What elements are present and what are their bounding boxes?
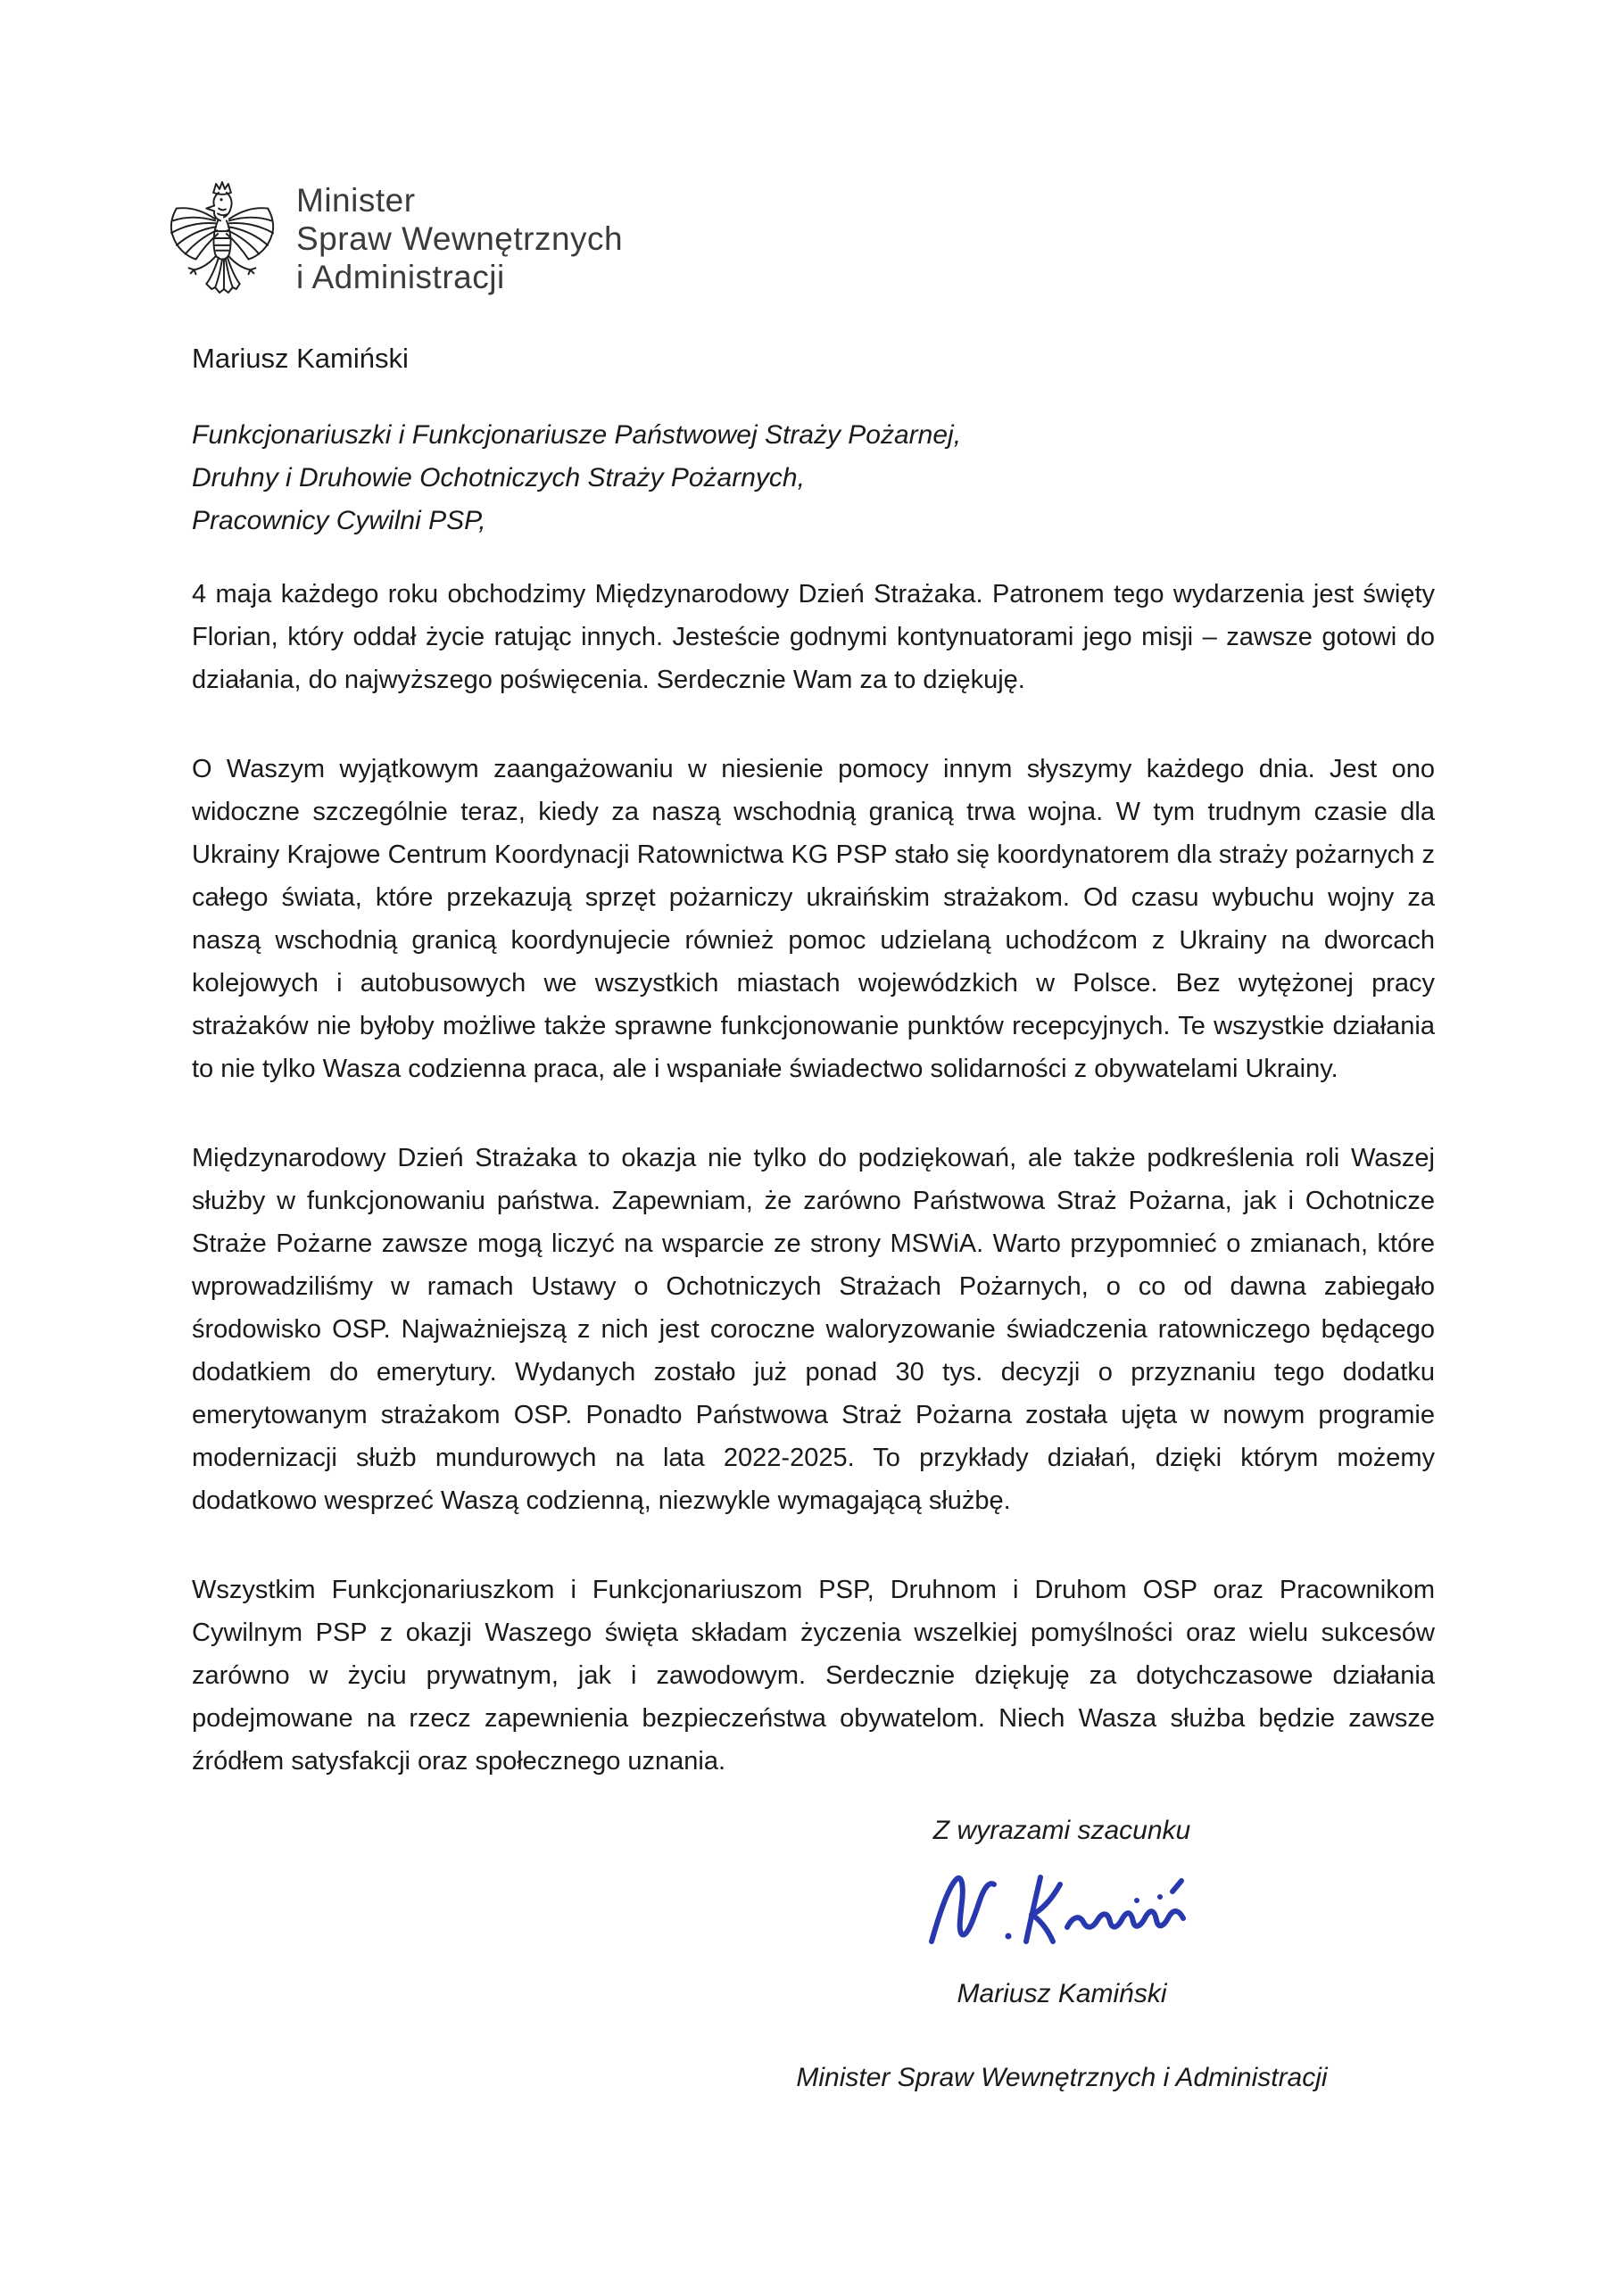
- salutation-line-3: Pracownicy Cywilni PSP,: [192, 506, 486, 535]
- closing-block: [741, 1809, 1383, 2099]
- paragraph-4: Wszystkim Funkcjonariuszkom i Funkcjonariuszom PSP, Druhnom i Druhom OSP oraz Pracownikom Cywilnym PSP z okazji Waszego święta składam życzenia wszelkiej pomyślności oraz wielu sukcesów zarówno w życiu prywatnym, jak i zawodowym. Serdecznie dziękuję za dotychczasowe działania podejmowane na rzecz zapewnienia bezpieczeństwa obywatelom. Niech Wasza służba będzie zawsze źródłem satysfakcji oraz społecznego uznania.: [192, 1576, 1435, 1776]
- eagle-svg: [170, 178, 275, 298]
- polish-eagle-emblem-icon: [170, 178, 275, 298]
- letter-content: [192, 178, 1435, 2099]
- ministry-line-1: Minister: [296, 181, 416, 219]
- ministry-line-3: i Administracji: [296, 258, 505, 295]
- handwritten-signature: [741, 1867, 1383, 1969]
- salutation-line-2: Druhny i Druhowie Ochotniczych Straży Pożarnych,: [192, 463, 805, 493]
- signer-title: Minister Spraw Wewnętrznych i Administracji: [796, 2063, 1328, 2092]
- salutation: [192, 414, 1435, 542]
- paragraph-2: O Waszym wyjątkowym zaangażowaniu w niesienie pomocy innym słyszymy każdego dnia. Jest ono widoczne szczególnie teraz, kiedy za naszą wschodnią granicą trwa wojna. W tym trudnym czasie dla Ukrainy Krajowe Centrum Koordynacji Ratownictwa KG PSP stało się koordynatorem dla straży pożarnych z całego świata, które przekazują sprzęt pożarniczy ukraińskim strażakom. Od czasu wybuchu wojny za naszą wschodnią granicą koordynujecie również pomoc udzielaną uchodźcom z Ukrainy na dworcach kolejowych i autobusowych we wszystkich miastach wojewódzkich w Polsce. Bez wytężonej pracy strażaków nie byłoby możliwe także sprawne funkcjonowanie punktów recepcyjnych. Te wszystkie działania to nie tylko Wasza codzienna praca, ale i wspaniałe świadectwo solidarności z obywatelami Ukrainy.: [192, 755, 1435, 1083]
- paragraph-1: 4 maja każdego roku obchodzimy Międzynarodowy Dzień Strażaka. Patronem tego wydarzenia jest święty Florian, który oddał życie ratując innych. Jesteście godnymi kontynuatorami jego misji – zawsze gotowi do działania, do najwyższego poświęcenia. Serdecznie Wam za to dziękuję.: [192, 580, 1435, 694]
- paragraph-3: Międzynarodowy Dzień Strażaka to okazja nie tylko do podziękowań, ale także podkreślenia roli Waszej służby w funkcjonowaniu państwa. Zapewniam, że zarówno Państwowa Straż Pożarna, jak i Ochotnicze Straże Pożarne zawsze mogą liczyć na wsparcie ze strony MSWiA. Warto przypomnieć o zmianach, które wprowadziliśmy w ramach Ustawy o Ochotniczych Strażach Pożarnych, o co od dawna zabiegało środowisko OSP. Najważniejszą z nich jest coroczne waloryzowanie świadczenia ratowniczego będącego dodatkiem do emerytury. Wydanych zostało już ponad 30 tys. decyzji o przyznaniu tego dodatku emerytowanym strażakom OSP. Ponadto Państwowa Straż Pożarna została ujęta w nowym programie modernizacji służb mundurowych na lata 2022-2025. To przykłady działań, dzięki którym możemy dodatkowo wesprzeć Waszą codzienną, niezwykle wymagającą służbę.: [192, 1144, 1435, 1515]
- minister-name: Mariusz Kamiński: [192, 343, 409, 374]
- valediction: Z wyrazami szacunku: [932, 1816, 1191, 1845]
- ministry-name: [296, 181, 623, 296]
- signer-name: Mariusz Kamiński: [957, 1979, 1167, 2008]
- salutation-line-1: Funkcjonariuszki i Funkcjonariusze Państwowej Straży Pożarnej,: [192, 420, 962, 450]
- signature-ink-svg: [919, 1867, 1205, 1956]
- letterhead: [170, 178, 1435, 298]
- ministry-line-2: Spraw Wewnętrznych: [296, 219, 624, 257]
